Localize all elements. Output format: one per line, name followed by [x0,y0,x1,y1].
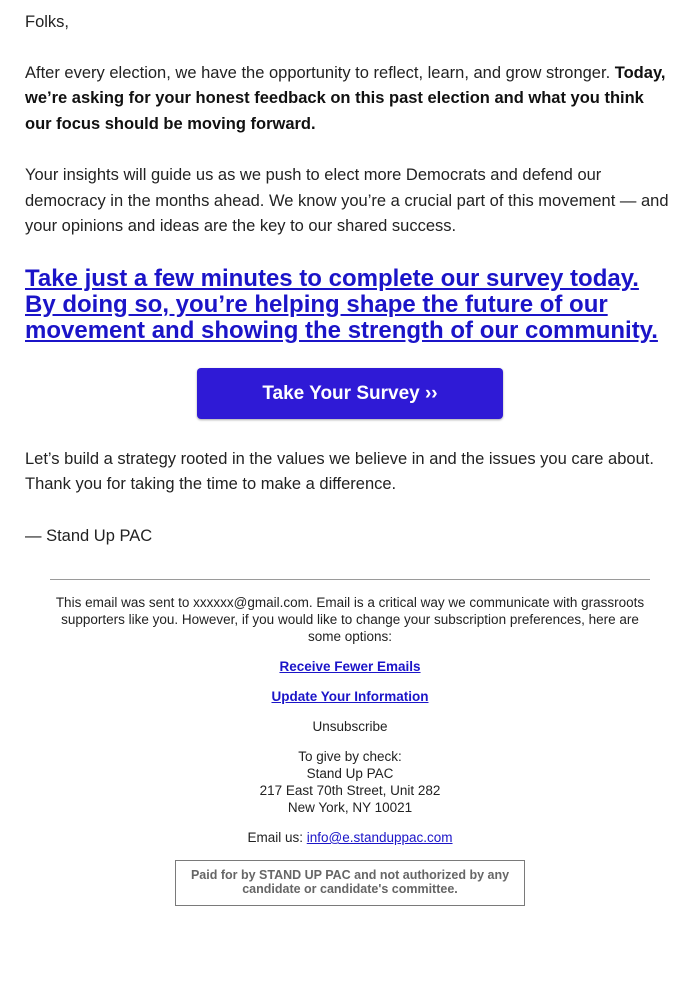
check-heading: To give by check: [298,749,402,764]
footer-divider [50,579,650,580]
survey-headline-link[interactable]: Take just a few minutes to complete our survey today. By doing so, you’re helping shape the future of our movement and showing the strength of our community. [25,264,658,344]
mailing-address [50,748,650,816]
email-label: Email us: [247,830,307,845]
signoff: — Stand Up PAC [25,526,153,545]
update-info-row [50,688,650,705]
address-city: New York, NY 10021 [287,800,413,815]
footer-notice: This email was sent to xxxxxx@gmail.com. Email is a critical way we communicate with grassroots supporters like you. However, if you would like to change your subscription preferences, here are some options: [55,595,645,644]
fewer-emails-row [50,658,650,675]
receive-fewer-emails-link[interactable]: Receive Fewer Emails [279,659,421,674]
address-name: Stand Up PAC [306,766,394,781]
update-information-link[interactable]: Update Your Information [271,689,429,704]
closing-paragraph: Let’s build a strategy rooted in the values we believe in and the issues you care about. Thank you for taking the time to make a difference. [25,449,654,493]
email-footer [50,594,650,906]
take-survey-button[interactable]: Take Your Survey ›› [197,368,503,419]
intro-paragraph [25,61,675,138]
address-street: 217 East 70th Street, Unit 282 [259,783,441,798]
intro-text: After every election, we have the opportunity to reflect, learn, and grow stronger. [25,63,611,82]
paid-for-disclaimer: Paid for by STAND UP PAC and not authorized by any candidate or candidate's committee. [175,860,525,906]
contact-email-link[interactable]: info@e.standuppac.com [306,830,453,845]
contact-email-row [50,829,650,846]
survey-button-wrap [25,368,675,419]
insights-paragraph: Your insights will guide us as we push to elect more Democrats and defend our democracy in the months ahead. We know you’re a crucial part of this movement — and your opinions and ideas are the key to our shared success. [25,166,669,235]
unsubscribe-link[interactable]: Unsubscribe [312,719,388,734]
intro-bold-text: Today, we’re asking for your honest feedback on this past election and what you think our focus should be moving forward. [25,63,666,133]
greeting: Folks, [25,13,70,31]
